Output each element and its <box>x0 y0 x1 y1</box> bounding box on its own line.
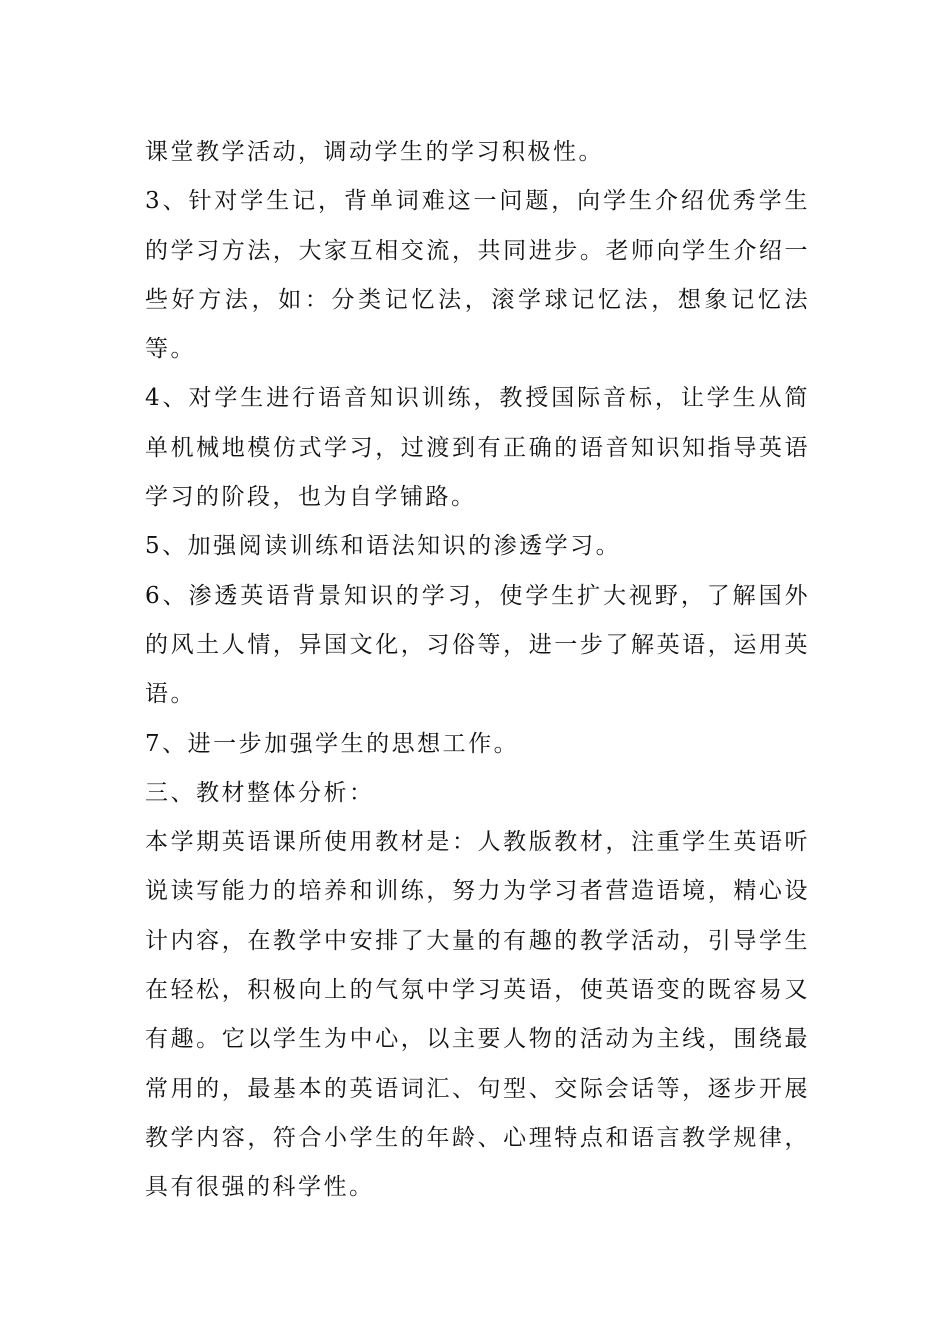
section-heading: 三、教材整体分析： <box>145 779 375 806</box>
paragraph-item-6: 6、渗透英语背景知识的学习，使学生扩大视野，了解国外的风土人情，异国文化，习俗等，进一步了解英语，运用英语。 <box>145 582 810 708</box>
paragraph-item-7: 7、进一步加强学生的思想工作。 <box>145 730 520 757</box>
paragraph-item-3: 3、针对学生记，背单词难这一问题，向学生介绍优秀学生的学习方法，大家互相交流，共同进步。老师向学生介绍一些好方法，如：分类记忆法，滚学球记忆法，想象记忆法等。 <box>145 188 810 363</box>
paragraph-item-4: 4、对学生进行语音知识训练，教授国际音标，让学生从简单机械地模仿式学习，过渡到有正确的语音知识知指导英语学习的阶段，也为自学铺路。 <box>145 385 810 511</box>
paragraph-continuation: 课堂教学活动，调动学生的学习积极性。 <box>145 139 604 165</box>
paragraph-textbook-analysis: 本学期英语课所使用教材是：人教版教材，注重学生英语听说读写能力的培养和训练，努力为学习者营造语境，精心设计内容，在教学中安排了大量的有趣的教学活动，引导学生在轻松，积极向上的气氛中学习英语，使英语变的既容易又有趣。它以学生为中心，以主要人物的活动为主线，围绕最常用的，最基本的英语词汇、句型、交际会话等，逐步开展教学内容，符合小学生的年龄、心理特点和语言教学规律，具有很强的科学性。 <box>145 829 810 1201</box>
document-body <box>145 128 810 1213</box>
paragraph-item-5: 5、加强阅读训练和语法知识的渗透学习。 <box>145 533 622 560</box>
